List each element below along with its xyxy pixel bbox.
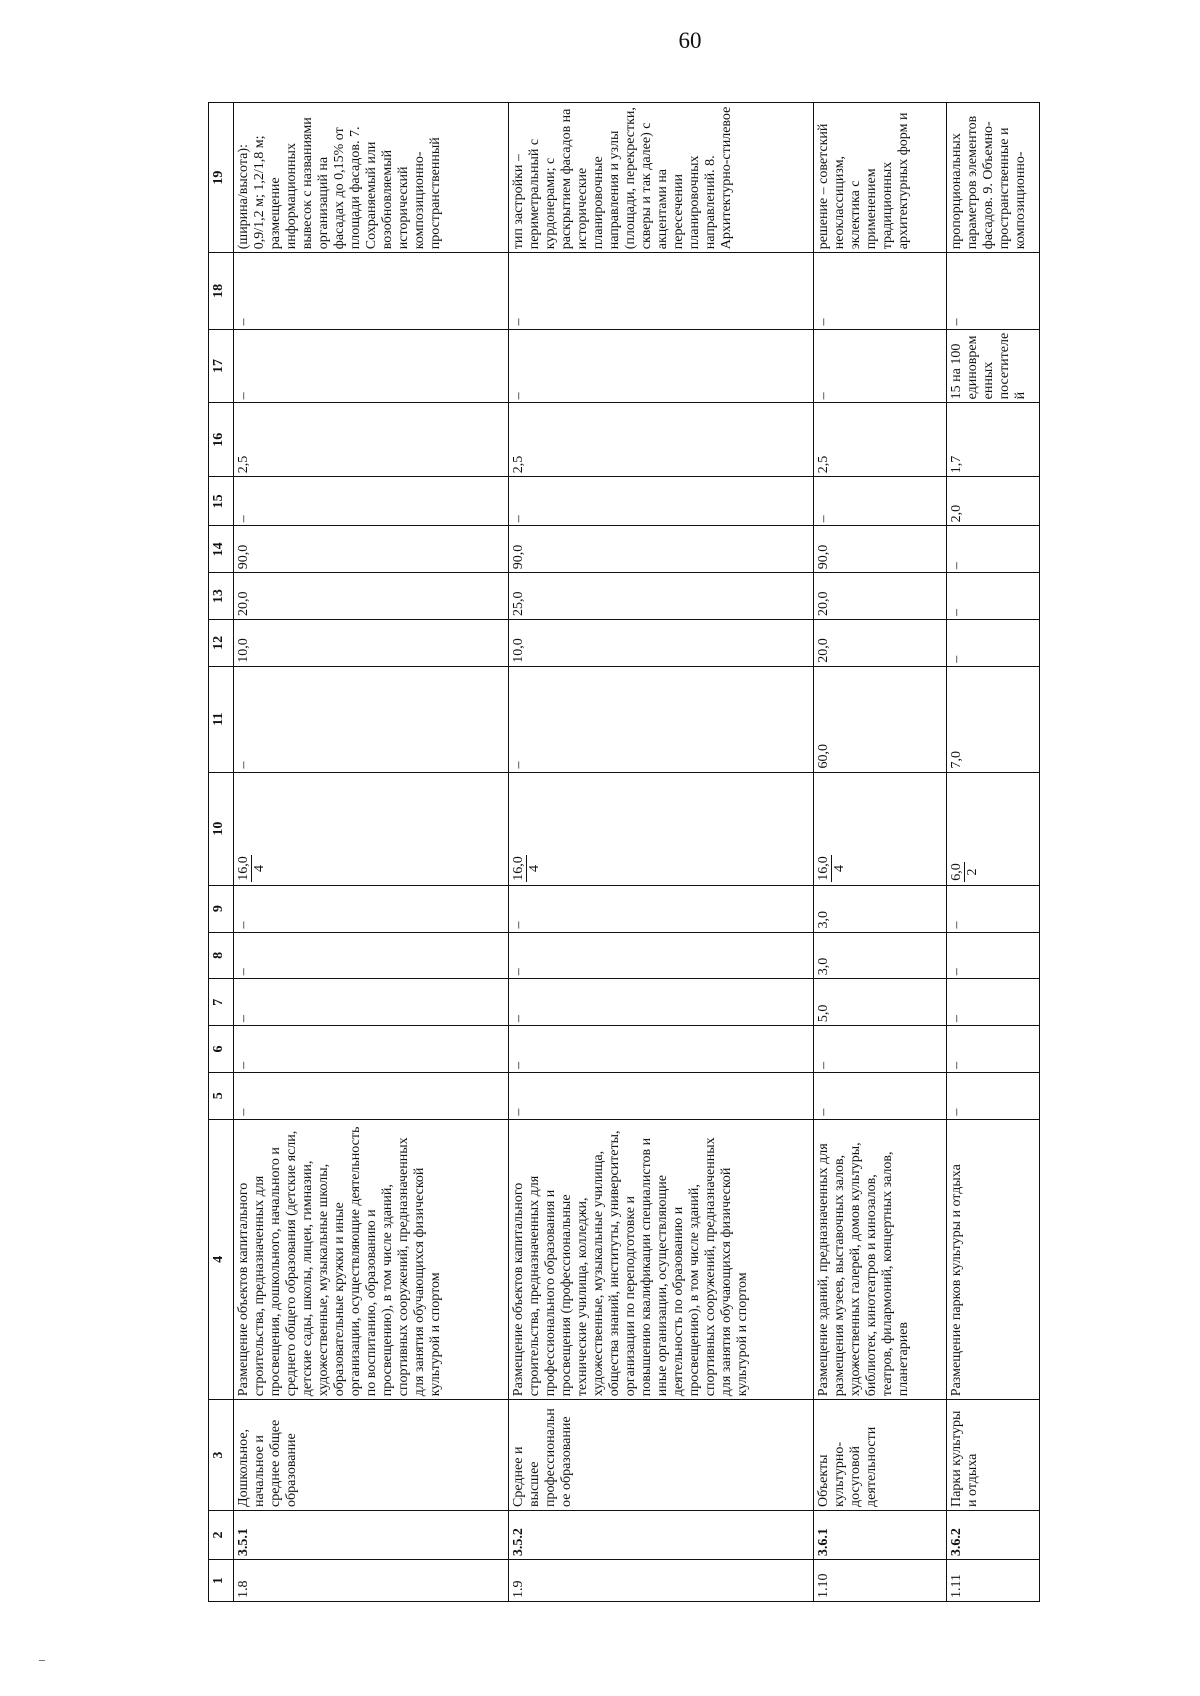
cell-col9: – (947, 885, 1040, 932)
use-name: Парки культуры и отдыха (947, 1400, 1040, 1511)
cell-col5: – (234, 1072, 509, 1119)
fraction-value (949, 862, 980, 882)
cell-col14: 90,0 (234, 526, 509, 573)
cell-col5: – (814, 1072, 947, 1119)
cell-col5: – (509, 1072, 814, 1119)
fraction-denominator: 4 (527, 865, 542, 873)
column-header: 5 (209, 1072, 234, 1119)
row-number: 1.8 (234, 1560, 509, 1602)
cell-col7: – (947, 979, 1040, 1026)
use-description: Размещение парков культуры и отдыха (947, 1119, 1040, 1400)
cell-col6: – (814, 1026, 947, 1073)
cell-col10 (947, 772, 1040, 885)
cell-col14: 90,0 (509, 526, 814, 573)
fraction-denominator: 4 (832, 865, 847, 873)
cell-col11: 7,0 (947, 666, 1040, 772)
table-row (234, 103, 509, 1602)
cell-col17: – (234, 329, 509, 403)
cell-col10 (234, 772, 509, 885)
cell-col19: (ширина/высота): 0,9/1,2 м; 1,2/1,8 м; размещение информационных вывесок с названиями организаций на фасадах до 0,15% от площади фасадов. 7. Сохраняемый или возобновляемый исторический композиционно-пространственный (234, 103, 509, 253)
use-code: 3.6.2 (947, 1510, 1040, 1559)
column-header: 4 (209, 1119, 234, 1400)
fraction-value (511, 855, 542, 882)
fraction-denominator: 4 (252, 865, 267, 873)
column-header: 17 (209, 329, 234, 403)
cell-col7: – (234, 979, 509, 1026)
page-number: 60 (678, 28, 702, 53)
cell-col16: 2,5 (509, 403, 814, 477)
cell-col18: – (509, 253, 814, 329)
fraction-value (236, 855, 267, 882)
column-header: 14 (209, 526, 234, 573)
column-header: 9 (209, 885, 234, 932)
cell-col16: 2,5 (814, 403, 947, 477)
fraction-numerator: 6,0 (949, 863, 964, 881)
cell-col19: тип застройки – периметральный с курдонерами; с раскрытием фасадов на исторические планировочные направления и узлы (площади, перекрестки, скверы и так далее) с акцентами на пересечении планировочных направлений. 8. Архитектурно-стилевое (509, 103, 814, 253)
cell-col13: – (947, 573, 1040, 620)
cell-col9: 3,0 (814, 885, 947, 932)
use-name: Среднее и высшее профессиональное образование (509, 1400, 814, 1511)
cell-col13: 20,0 (814, 573, 947, 620)
cell-col8: 3,0 (814, 932, 947, 979)
cell-col16: 1,7 (947, 403, 1040, 477)
cell-col16: 2,5 (234, 403, 509, 477)
use-description: Размещение объектов капитального строительства, предназначенных для просвещения, дошкольного, начального и среднего общего образования (детские ясли, детские сады, школы, лицеи, гимназии, художественные, музыкальные школы, образовательные кружки и иные организации, осуществляющие деятельность по воспитанию, образованию и просвещению), в том числе зданий, спортивных сооружений, предназначенных для занятия обучающихся физической культурой и спортом (234, 1119, 509, 1400)
column-header: 10 (209, 772, 234, 885)
use-description: Размещение зданий, предназначенных для размещения музеев, выставочных залов, художественных галерей, домов культуры, библиотек, кинотеатров и кинозалов, театров, филармоний, концертных залов, планетариев (814, 1119, 947, 1400)
cell-col6: – (509, 1026, 814, 1073)
column-header: 16 (209, 403, 234, 477)
table-header-row (209, 103, 234, 1602)
column-header: 13 (209, 573, 234, 620)
column-header: 11 (209, 666, 234, 772)
cell-col13: 25,0 (509, 573, 814, 620)
cell-col19: решение – советский неоклассицизм, эклектика с применением традиционных архитектурных форм и (814, 103, 947, 253)
column-header: 7 (209, 979, 234, 1026)
cell-col14: 90,0 (814, 526, 947, 573)
column-header: 1 (209, 1560, 234, 1602)
cell-col6: – (947, 1026, 1040, 1073)
cell-col17: 15 на 100 единовременных посетителей (947, 329, 1040, 403)
scan-artifact-mark (39, 1660, 45, 1661)
cell-col11: – (234, 666, 509, 772)
fraction-value (816, 855, 847, 882)
column-header: 19 (209, 103, 234, 253)
cell-col9: – (509, 885, 814, 932)
cell-col10 (814, 772, 947, 885)
table-row (509, 103, 814, 1602)
cell-col5: – (947, 1072, 1040, 1119)
cell-col8: – (234, 932, 509, 979)
cell-col19: пропорциональных параметров элементов фасадов. 9. Объемно-пространственные и композиционно- (947, 103, 1040, 253)
row-number: 1.9 (509, 1560, 814, 1602)
fraction-numerator: 16,0 (236, 856, 251, 881)
zoning-regulations-table (208, 102, 1040, 1602)
cell-col9: – (234, 885, 509, 932)
cell-col10 (509, 772, 814, 885)
fraction-numerator: 16,0 (511, 856, 526, 881)
cell-col18: – (947, 253, 1040, 329)
cell-col12: 10,0 (509, 619, 814, 666)
cell-col12: 10,0 (234, 619, 509, 666)
cell-col17: – (814, 329, 947, 403)
rotated-table-wrapper (208, 102, 1111, 1602)
cell-col14: – (947, 526, 1040, 573)
row-number: 1.11 (947, 1560, 1040, 1602)
use-code: 3.6.1 (814, 1510, 947, 1559)
cell-col11: 60,0 (814, 666, 947, 772)
column-header: 3 (209, 1400, 234, 1511)
cell-col8: – (509, 932, 814, 979)
cell-col11: – (509, 666, 814, 772)
use-name: Дошкольное, начальное и среднее общее образование (234, 1400, 509, 1511)
cell-col7: – (509, 979, 814, 1026)
cell-col15: 2,0 (947, 477, 1040, 526)
use-name: Объекты культурно-досуговой деятельности (814, 1400, 947, 1511)
use-code: 3.5.1 (234, 1510, 509, 1559)
column-header: 12 (209, 619, 234, 666)
cell-col13: 20,0 (234, 573, 509, 620)
fraction-numerator: 16,0 (816, 856, 831, 881)
cell-col6: – (234, 1026, 509, 1073)
column-header: 6 (209, 1026, 234, 1073)
column-header: 2 (209, 1510, 234, 1559)
cell-col12: – (947, 619, 1040, 666)
column-header: 8 (209, 932, 234, 979)
cell-col18: – (234, 253, 509, 329)
use-code: 3.5.2 (509, 1510, 814, 1559)
cell-col15: – (234, 477, 509, 526)
fraction-denominator: 2 (965, 868, 980, 876)
cell-col15: – (814, 477, 947, 526)
cell-col15: – (509, 477, 814, 526)
cell-col17: – (509, 329, 814, 403)
column-header: 18 (209, 253, 234, 329)
use-description: Размещение объектов капитального строительства, предназначенных для профессионального образования и просвещения (профессиональные технические училища, колледжи, художественные, музыкальные училища, общества знаний, институты, университеты, организации по переподготовке и повышению квалификации специалистов и иные организации, осуществляющие деятельность по образованию и просвещению), в том числе зданий, спортивных сооружений, предназначенных для занятия обучающихся физической культурой и спортом (509, 1119, 814, 1400)
table-row (947, 103, 1040, 1602)
column-header: 15 (209, 477, 234, 526)
cell-col8: – (947, 932, 1040, 979)
cell-col18: – (814, 253, 947, 329)
cell-col7: 5,0 (814, 979, 947, 1026)
table-row (814, 103, 947, 1602)
cell-col12: 20,0 (814, 619, 947, 666)
row-number: 1.10 (814, 1560, 947, 1602)
